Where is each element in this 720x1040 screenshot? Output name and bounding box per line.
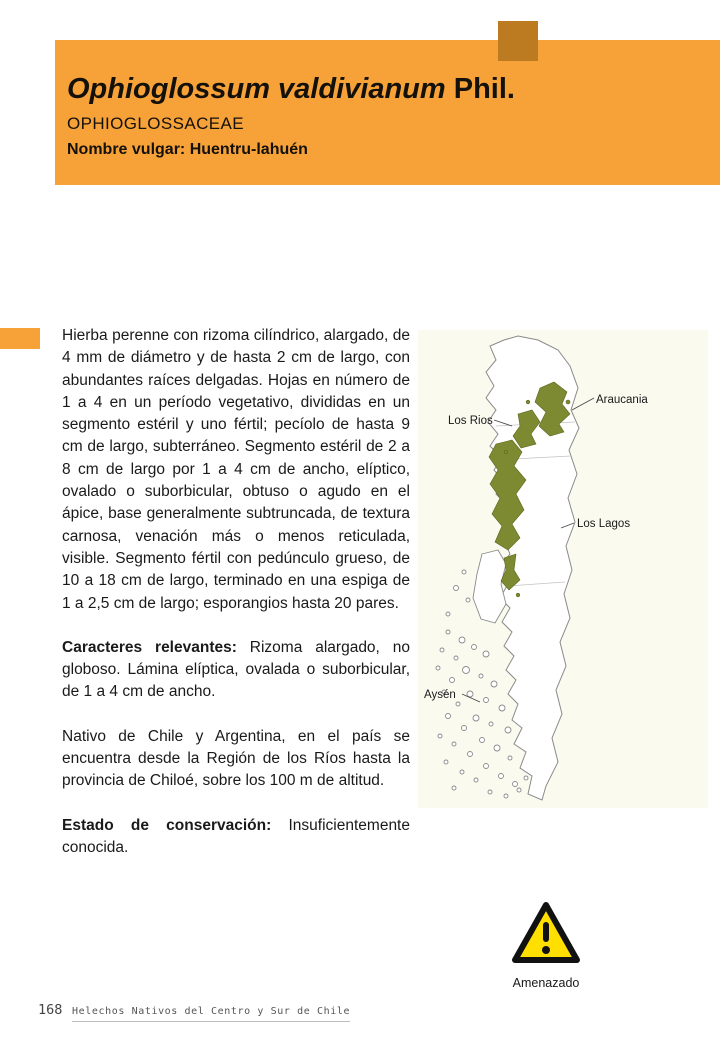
conservation-paragraph xyxy=(62,815,410,860)
caracteres-label: Caracteres relevantes: xyxy=(62,638,237,656)
common-name: Nombre vulgar: Huentru-lahuén xyxy=(67,140,308,158)
accent-square xyxy=(498,21,538,61)
page-title xyxy=(67,74,700,106)
chile-south-map xyxy=(418,330,708,808)
map-label-aysen: Aysén xyxy=(424,689,456,701)
conservation-badge xyxy=(510,900,582,971)
species-author: Phil. xyxy=(453,73,515,105)
warning-triangle-icon xyxy=(510,900,582,966)
page-number: 168 xyxy=(38,1002,63,1018)
left-margin-tab xyxy=(0,328,40,349)
description-paragraph: Hierba perenne con rizoma cilíndrico, alargado, de 4 mm de diámetro y de hasta 2 cm de largo, con abundantes raíces delgadas. Hojas en número de 1 a 4 en un período vegetativo, divididas en un segmento estéril y uno fértil; pecíolo de hasta 9 cm de largo, subterráneo. Segmento estéril de 2 a 8 cm de largo por 1 a 4 cm de ancho, elíptico, ovalado o suborbicular, obtuso o agudo en el ápice, base generalmente subtruncada, de textura carnosa, venación más o menos reticulada, visible. Segmento fértil con pedúnculo grueso, de 10 a 18 cm de largo, terminado en una espiga de 1 a 2,5 cm de largo; esporangios hasta 20 pares. xyxy=(62,327,410,612)
map-label-araucania: Araucania xyxy=(596,394,648,406)
species-header-band xyxy=(55,40,720,185)
map-label-los-rios: Los Rios xyxy=(448,415,493,427)
distribution-paragraph: Nativo de Chile y Argentina, en el país se encuentra desde la Región de los Ríos hasta la provincia de Chiloé, sobre los 100 m de altitud. xyxy=(62,727,410,790)
distribution-map xyxy=(418,330,708,808)
description-column xyxy=(62,325,410,881)
species-name: Ophioglossum valdivianum xyxy=(67,73,446,105)
caracteres-paragraph xyxy=(62,637,410,704)
footer-book-title: Helechos Nativos del Centro y Sur de Chile xyxy=(72,1006,350,1022)
map-label-los-lagos: Los Lagos xyxy=(577,518,631,530)
estado-label: Estado de conservación: xyxy=(62,816,272,834)
family-name: OPHIOGLOSSACEAE xyxy=(67,113,244,133)
conservation-status-label: Amenazado xyxy=(512,976,580,990)
caracteres-text: Rizoma alargado, no globoso. Lámina elíptica, ovalada o suborbicular, de 1 a 4 cm de ancho. xyxy=(62,638,410,701)
estado-text: Insuficientemente conocida. xyxy=(62,816,410,856)
